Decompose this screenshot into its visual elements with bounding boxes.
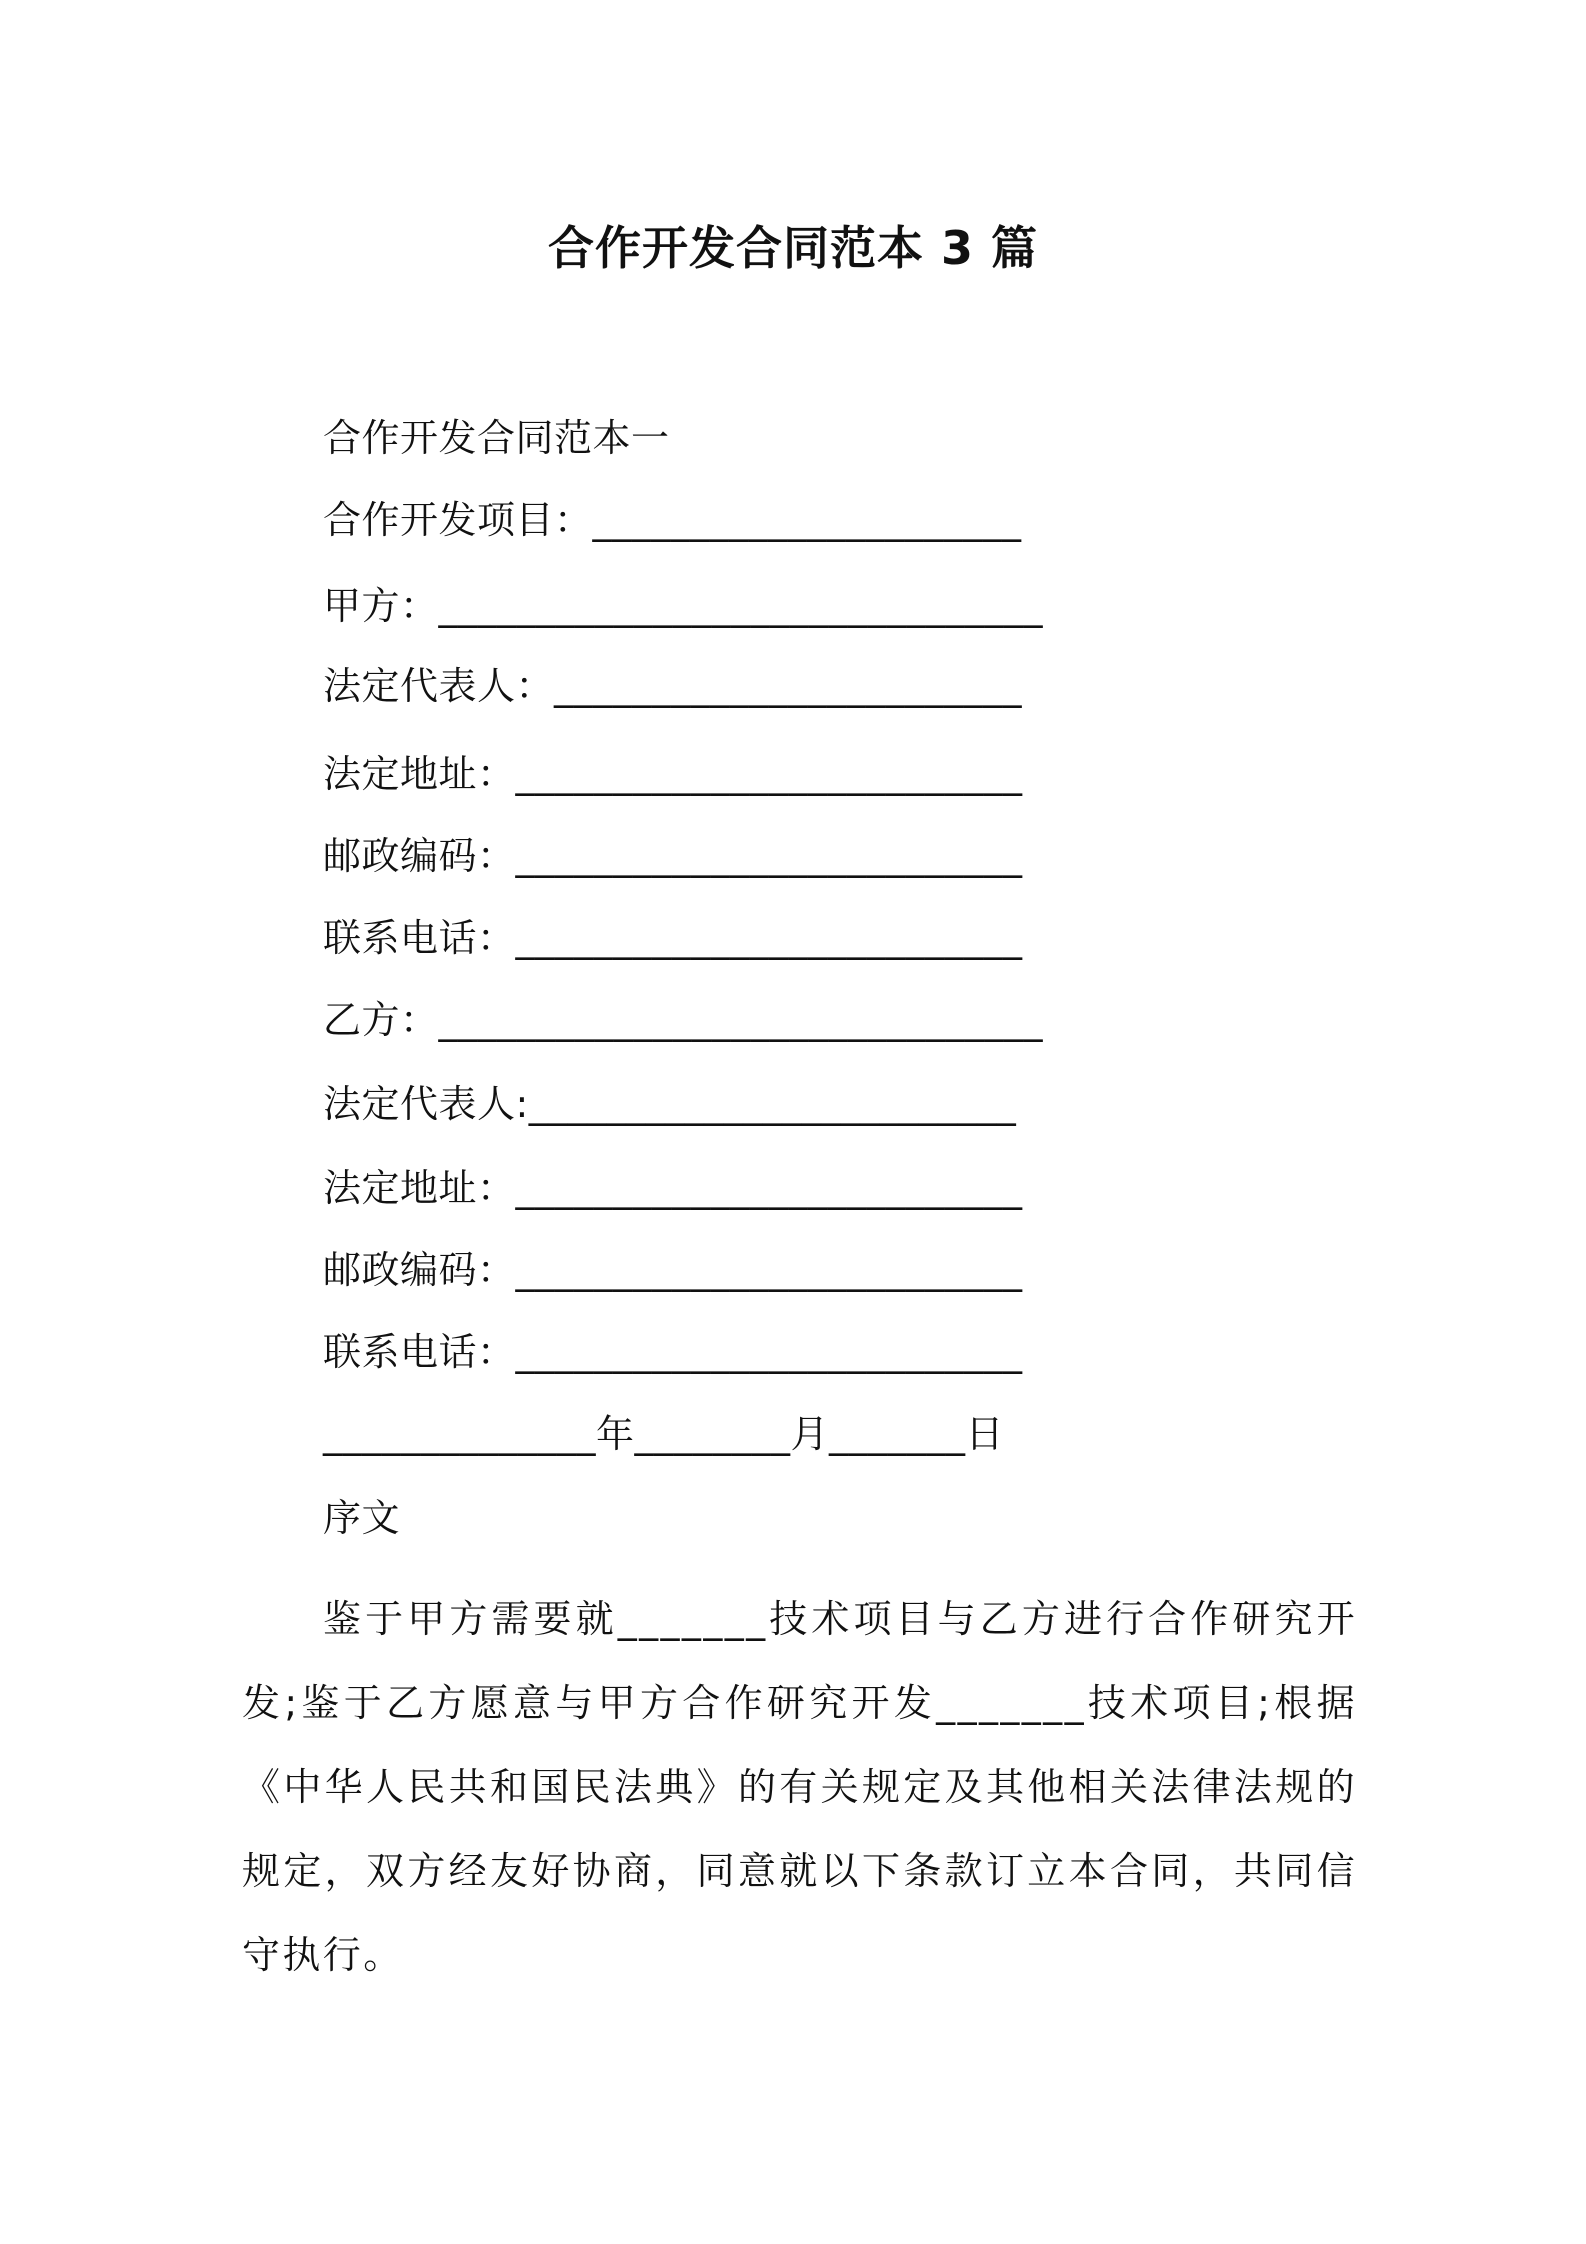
field-project: 合作开发项目：______________________	[323, 498, 1022, 542]
field-party-a-postcode: 邮政编码：__________________________	[323, 834, 1023, 878]
field-party-a-legal-rep: 法定代表人：________________________	[323, 664, 1023, 708]
document-title: 合作开发合同范本 3 篇	[547, 221, 1039, 275]
field-party-b-legal-rep: 法定代表人:_________________________	[323, 1082, 1017, 1126]
preface-paragraph: 鉴于甲方需要就_______技术项目与乙方进行合作研究开发;鉴于乙方愿意与甲方合作研究开发_______技术项目;根据《中华人民共和国民法典》的有关规定及其他相关法律法规的规定，双方经友好协商，同意就以下条款订立本合同，共同信守执行。	[242, 1597, 1357, 1977]
date-line: ______________年________月_______日	[323, 1412, 1005, 1456]
preface-heading: 序文	[323, 1496, 401, 1540]
field-party-b-phone: 联系电话：__________________________	[323, 1330, 1023, 1374]
field-party-b-postcode: 邮政编码：__________________________	[323, 1248, 1023, 1292]
section-heading: 合作开发合同范本一	[323, 416, 670, 460]
field-party-a: 甲方：_______________________________	[323, 584, 1044, 628]
field-party-b-address: 法定地址：__________________________	[323, 1166, 1023, 1210]
field-party-a-phone: 联系电话：__________________________	[323, 916, 1023, 960]
field-party-a-address: 法定地址：__________________________	[323, 752, 1023, 796]
field-party-b: 乙方：_______________________________	[323, 998, 1044, 1042]
